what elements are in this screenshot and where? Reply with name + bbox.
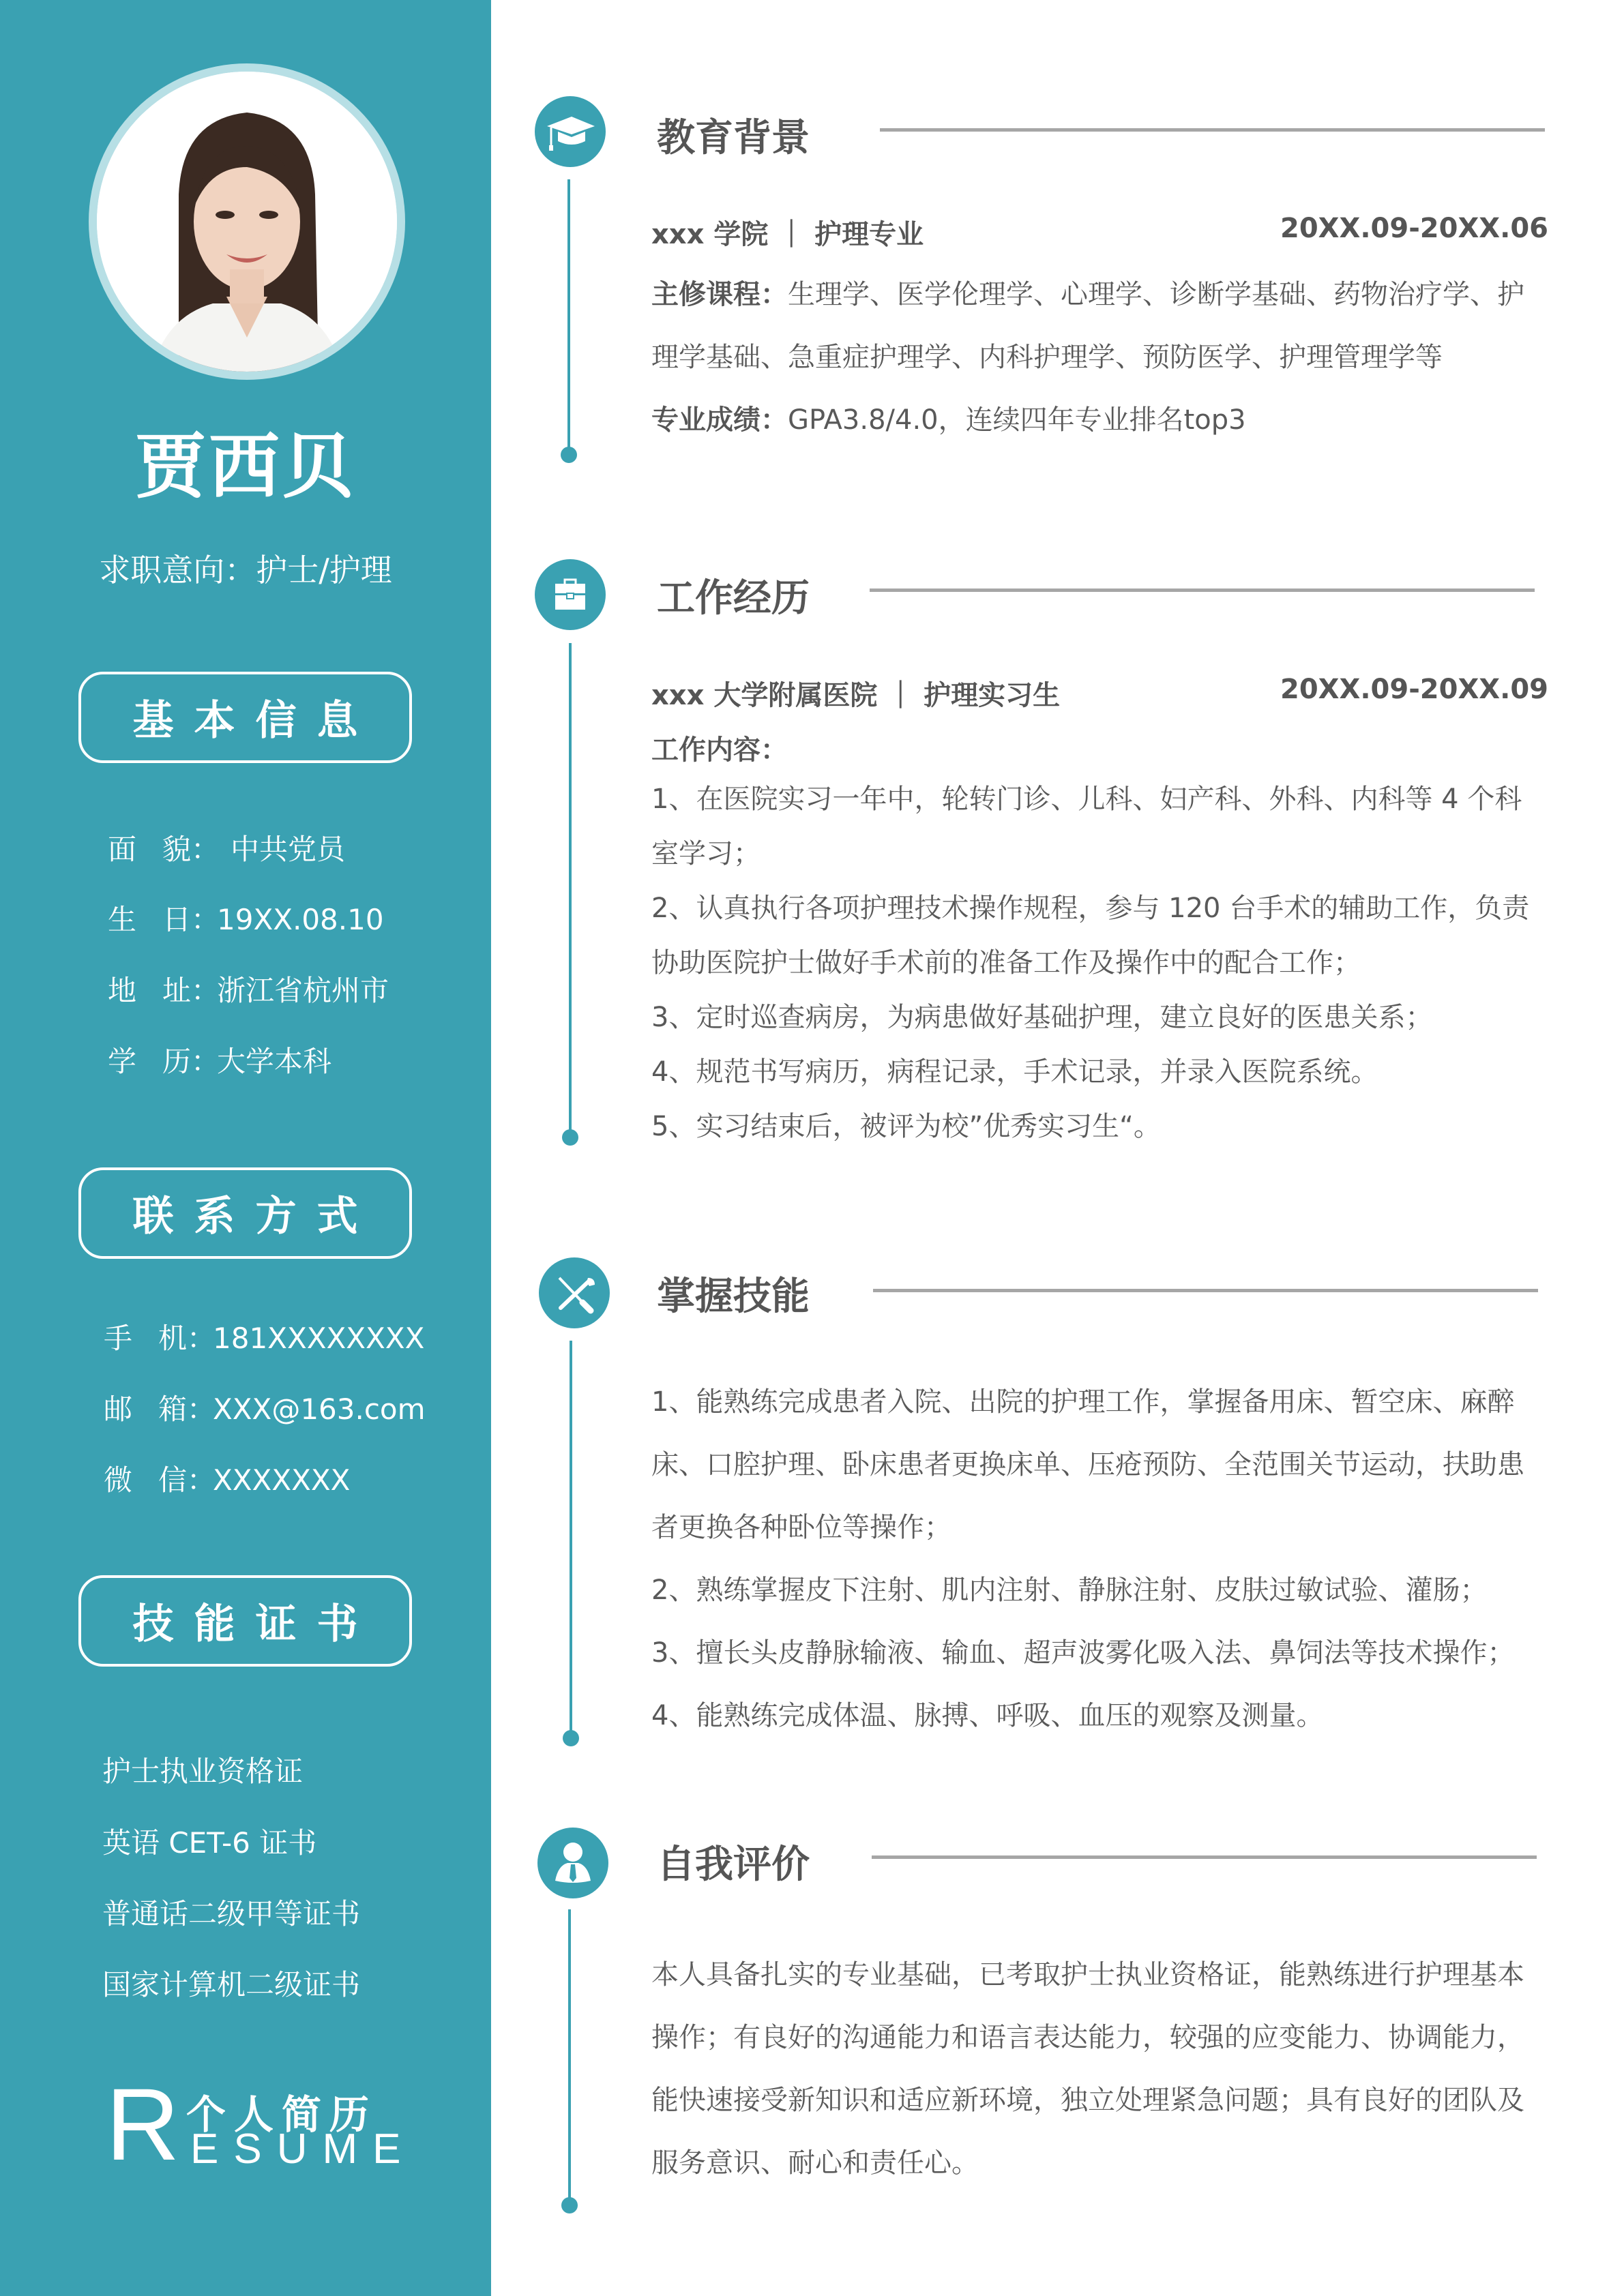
work-item: 4、规范书写病历，病程记录，手术记录，并录入医院系统。 (651, 1056, 1378, 1088)
info-row-birthday: 生 日：19XX.08.10 (108, 903, 384, 936)
timeline-dot (561, 447, 577, 463)
skill-item: 1、能熟练完成患者入院、出院的护理工作，掌握备用床、暂空床、麻醉床、口腔护理、卧床患者更换床单、压疮预防、全范围关节运动，扶助患者更换各种卧位等操作； (651, 1386, 1524, 1543)
avatar-ring (89, 63, 405, 380)
certificate-item: 普通话二级甲等证书 (102, 1897, 361, 1930)
section-divider (873, 1289, 1538, 1292)
timeline-dot (562, 1129, 578, 1146)
portrait-photo (97, 72, 397, 372)
work-item: 2、认真执行各项护理技术操作规程，参与 120 台手术的辅助工作，负责协助医院护士做好手术前的准备工作及操作中的配合工作； (651, 893, 1530, 979)
work-item: 3、定时巡查病房，为病患做好基础护理，建立良好的医患关系； (651, 1002, 1433, 1033)
contact-heading: 联系方式 (78, 1167, 412, 1259)
section-divider (872, 1855, 1537, 1859)
sidebar (0, 0, 491, 2296)
timeline-line (569, 643, 572, 1134)
graduation-cap-icon (535, 96, 606, 167)
tools-icon (539, 1257, 610, 1328)
logo-en-text: ESUME (190, 2126, 416, 2173)
candidate-name: 贾西贝 (134, 425, 356, 508)
gpa: 专业成绩：GPA3.8/4.0，连续四年专业排名top3 (651, 404, 1246, 436)
timeline-line (570, 1341, 572, 1736)
skill-items (651, 1371, 1548, 1747)
timeline-line (567, 179, 570, 452)
school-major: xxx 学院 ｜ 护理专业 (651, 219, 924, 250)
timeline-dot (561, 2197, 578, 2213)
work-header (651, 674, 1548, 713)
section-title-work: 工作经历 (657, 576, 810, 621)
work-date: 20XX.09-20XX.09 (1280, 674, 1548, 705)
work-items (651, 772, 1548, 1154)
education-header (651, 213, 1548, 252)
basic-info-heading: 基本信息 (78, 672, 412, 763)
certificate-item: 英语 CET-6 证书 (102, 1826, 317, 1860)
section-divider (870, 588, 1535, 592)
work-item: 1、在医院实习一年中，轮转门诊、儿科、妇产科、外科、内科等 4 个科室学习； (651, 784, 1522, 869)
avatar (97, 72, 397, 372)
section-title-self-eval: 自我评价 (657, 1843, 810, 1887)
logo-letter: R (106, 2067, 180, 2181)
briefcase-icon (535, 559, 606, 630)
logo-cn-text: 个人简历 (186, 2091, 378, 2138)
info-row-address: 地 址：浙江省杭州市 (108, 974, 389, 1007)
section-divider (880, 128, 1545, 132)
certificate-item: 国家计算机二级证书 (102, 1968, 361, 2001)
contact-email: 邮 箱：XXX@163.com (104, 1392, 426, 1426)
courses: 主修课程：生理学、医学伦理学、心理学、诊断学基础、药物治疗学、护理学基础、急重症护理学、内科护理学、预防医学、护理管理学等 (651, 279, 1524, 373)
skill-item: 2、熟练掌握皮下注射、肌内注射、静脉注射、皮肤过敏试验、灌肠； (651, 1575, 1488, 1606)
contact-wechat: 微 信：XXXXXXX (104, 1463, 351, 1497)
section-title-skills: 掌握技能 (657, 1274, 810, 1319)
job-intent: 求职意向：护士/护理 (99, 552, 392, 588)
skill-item: 3、擅长头皮静脉输液、输血、超声波雾化吸入法、鼻饲法等技术操作； (651, 1637, 1515, 1669)
person-tie-icon (537, 1828, 608, 1898)
timeline-dot (563, 1730, 579, 1746)
work-item: 5、实习结束后，被评为校”优秀实习生“。 (651, 1111, 1161, 1142)
work-content-label: 工作内容： (651, 734, 788, 766)
section-title-education: 教育背景 (657, 116, 810, 160)
self-eval-text: 本人具备扎实的专业基础，已考取护士执业资格证，能熟练进行护理基本操作；有良好的沟通能力和语言表达能力，较强的应变能力、协调能力，能快速接受新知识和适应新环境，独立处理紧急问题；具有良好的团队及服务意识、耐心和责任心。 (651, 1959, 1524, 2179)
hospital-role: xxx 大学附属医院 ｜ 护理实习生 (651, 680, 1061, 711)
info-row-education: 学 历：大学本科 (108, 1045, 332, 1078)
certificate-item: 护士执业资格证 (102, 1755, 304, 1788)
skill-item: 4、能熟练完成体温、脉搏、呼吸、血压的观察及测量。 (651, 1700, 1324, 1731)
education-date: 20XX.09-20XX.06 (1280, 213, 1548, 244)
certificates-heading: 技能证书 (78, 1575, 412, 1667)
contact-phone: 手 机：181XXXXXXXX (104, 1322, 425, 1355)
info-row-political: 面 貌： 中共党员 (108, 833, 346, 866)
timeline-line (568, 1909, 571, 2203)
